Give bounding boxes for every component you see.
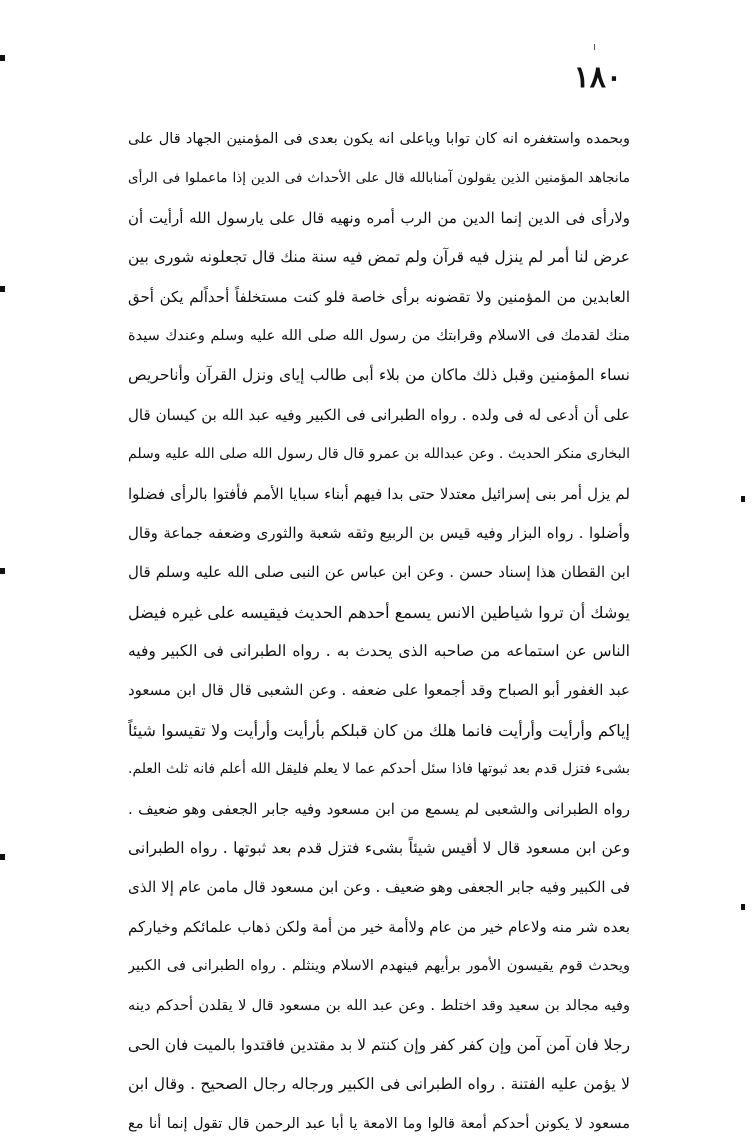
text-line: البخارى منكر الحديث . وعن عبدالله بن عمرو قال قال رسول الله صلى الله عليه وسلم [128, 446, 630, 463]
text-line: فى الكبير وفيه جابر الجعفى وهو ضعيف . وعن ابن مسعود قال مامن عام إلا الذى [128, 878, 630, 897]
text-line: لم يزل أمر بنى إسرائيل معتدلا حتى بدا فيهم أبناء سبايا الأمم فأفتوا بالرأى فضلوا [128, 484, 630, 503]
scan-mark [0, 568, 5, 574]
text-line: العابدين من المؤمنين ولا تقضونه برأى خاصة فلو كنت مستخلفاً أحداًلم يكن أحق [128, 287, 630, 306]
text-line: وبحمده واستغفره انه كان توابا وياعلى انه يكون بعدى فى المؤمنين الجهاد قال على [128, 131, 630, 147]
text-line: وفيه مجالد بن سعيد وقد اختلط . وعن عبد الله بن مسعود قال لا يقلدن أحدكم دينه [128, 997, 630, 1014]
text-line: بعده شر منه ولاعام خير من عام ولاأمة خير من أمة ولكن ذهاب علمائكم وخياركم [128, 917, 630, 936]
text-line: ويحدث قوم يقيسون الأمور برأيهم فينهدم الاسلام وينثلم . رواه الطبرانى فى الكبير [128, 958, 630, 975]
text-line: يوشك أن تروا شياطين الانس يسمع أحدهم الحديث فيقيسه على غيره فيضل [128, 602, 630, 622]
scan-mark [741, 496, 745, 502]
scan-mark [0, 286, 5, 292]
text-line: على أن أدعى له فى ولده . رواه الطبرانى فى الكبير وفيه عبد الله بن كيسان قال [128, 405, 630, 424]
text-line: عبد الغفور أبو الصباح وقد أجمعوا على ضعفه . وعن الشعبى قال قال ابن مسعود [128, 681, 630, 700]
text-line: عرض لنا أمر لم ينزل فيه قرآن ولم تمض فيه سنة منك قال تجعلونه شورى بين [128, 248, 630, 267]
scan-mark [741, 904, 745, 910]
text-line: مانجاهد المؤمنين الذين يقولون آمنابالله قال على الأحداث فى الدين إذا ماعملوا فى الرأى [128, 170, 630, 187]
text-line: مسعود لا يكونن أحدكم أمعة قالوا وما الامعة يا أبا عبد الرحمن قال تقول إنما أنا مع [128, 1115, 630, 1132]
text-line: رجلا فان آمن آمن وإن كفر كفر وإن كنتم لا بد مقتدين فاقتدوا بالميت فان الحى [128, 1035, 630, 1054]
text-line: إياكم وأرأيت وأرأيت فانما هلك من كان قبلكم بأرأيت وأرأيت ولا تقيسوا شيئاً [128, 720, 630, 740]
text-line: نساء المؤمنين وقبل ذلك ماكان من بلاء أبى طالب إياى ونزل القرآن وأناحريص [128, 366, 630, 385]
text-line: لا يؤمن عليه الفتنة . رواه الطبرانى فى الكبير ورجاله رجال الصحيح . وقال ابن [128, 1075, 630, 1094]
text-line: رواه الطبرانى والشعبى لم يسمع من ابن مسعود وفيه جابر الجعفى وهو ضعيف . [128, 799, 630, 818]
scan-mark [0, 854, 5, 860]
page-number: ١٨٠ [573, 60, 622, 95]
text-line: منك لقدمك فى الاسلام وقرابتك من رسول الله صلى الله عليه وسلم وعندك سيدة [128, 327, 630, 344]
text-line: بشىء فتزل قدم بعد ثبوتها فاذا سئل أحدكم عما لا يعلم فليقل الله أعلم فانه ثلث العلم. [128, 761, 630, 778]
text-line: ابن القطان هذا إسناد حسن . وعن ابن عباس عن النبى صلى الله عليه وسلم قال [128, 563, 630, 582]
text-line: وأضلوا . رواه البزار وفيه قيس بن الربيع وثقه شعبة والثورى وضعفه جماعة وقال [128, 523, 630, 542]
text-line: وعن ابن مسعود قال لا أقيس شيئاً بشىء فتزل قدم بعد ثبوتها . رواه الطبرانى [128, 839, 630, 858]
body-text [128, 120, 630, 1144]
scan-mark [0, 55, 5, 61]
text-line: الناس عن استماعه من صاحبه الذى يحدث به . رواه الطبرانى فى الكبير وفيه [128, 642, 630, 661]
scan-mark [594, 44, 595, 50]
text-line: ولارأى فى الدين إنما الدين من الرب أمره ونهيه قال على يارسول الله أرأيت أن [128, 208, 630, 227]
